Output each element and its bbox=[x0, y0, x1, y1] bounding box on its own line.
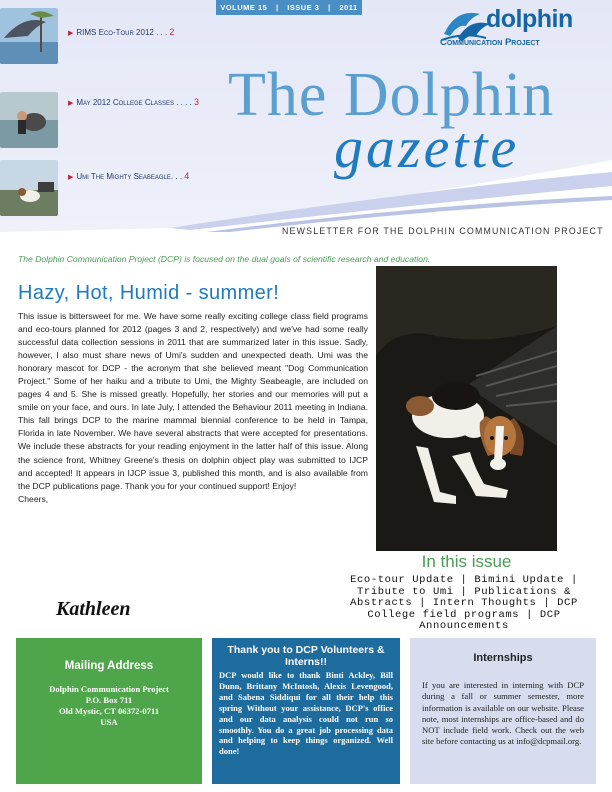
logo-wordmark: dolphin bbox=[486, 5, 573, 33]
toc-item-college-classes[interactable]: ▶ May 2012 College Classes . . . . 3 bbox=[68, 97, 200, 107]
masthead-gazette: gazette bbox=[334, 115, 520, 180]
volume-issue-bar: VOLUME 15 | ISSUE 3 | 2011 bbox=[216, 0, 362, 15]
thanks-title: Thank you to DCP Volunteers & Interns!! bbox=[227, 644, 385, 668]
seabeagle-thumbnail bbox=[0, 160, 58, 216]
year-label: 2011 bbox=[339, 3, 358, 12]
internships-box bbox=[410, 638, 596, 784]
toc-item-eco-tour[interactable]: ▶ RIMS Eco-Tour 2012 . . . 2 bbox=[68, 27, 175, 37]
signature: Kathleen bbox=[56, 598, 131, 620]
newsletter-subtitle: NEWSLETTER FOR THE DOLPHIN COMMUNICATION PROJECT bbox=[282, 226, 604, 236]
article-closing: Cheers, bbox=[18, 493, 49, 504]
mailing-line: Dolphin Communication Project bbox=[49, 684, 169, 694]
masthead-title: The Dolphin bbox=[228, 61, 555, 129]
internships-title: Internships bbox=[473, 652, 533, 664]
article-body: This issue is bittersweet for me. We have some really exciting college class field programs and eco-tours planned for 2012 (pages 3 and 2, respectively) and we've had some really successful data collection sessions in 2011 that are summarized later in this issue. Sadly, however, I also must share news of Umi's sudden and unexpected death. Umi was the honorary mascot for DCP - the acronym that she believed meant "Dog Communication Project." Some of her haiku and a tribute to Umi, the Mighty Seabeagle, are included on pages 4 and 5. She is missed greatly. Hopefully, her stories and our memories will put a smile on your face, and ours. In late July, I attended the Behaviour 2011 meeting in Indiana. This fall brings DCP to the marine mammal biennial conference to be held in Tampa, Florida in late November. We have several abstracts that were accepted for presentations. We include these abstracts for your reading enjoyment in the latter half of this issue. Along the science front, Whitney Greene's thesis on dolphin object play was submitted to IJCP and accepted! It appears in IJCP issue 3, published this month, and is also available from the DCP publications page. Thank you for your continued support! Enjoy! Cheers, bbox=[18, 311, 368, 504]
mailing-address-title: Mailing Address bbox=[64, 660, 154, 672]
volume-label: VOLUME 15 bbox=[220, 3, 268, 12]
college-class-thumbnail bbox=[0, 92, 58, 148]
arrow-right-icon: ▶ bbox=[68, 174, 74, 181]
mission-tagline: The Dolphin Communication Project (DCP) is focused on the dual goals of scientific research and education. bbox=[18, 254, 431, 264]
in-this-issue-list: Eco-tour Update | Bimini Update | Tribute to Umi | Publications & Abstracts | Intern Thoughts | DCP College field programs | DCP Announcements bbox=[350, 574, 578, 632]
thanks-body: DCP would like to thank Binti Ackley, Bill Dunn, Brittany McIntosh, Alexis Levengood, and Sabena Siddiqui for all their help this spring Without your assistance, DCP's office and our data analysis could not run so smoothly. You do a great job processing data and helping to keep things organized. Well done! bbox=[219, 670, 393, 757]
mailing-line: P.O. Box 711 bbox=[85, 695, 133, 705]
toc-item-seabeagle[interactable]: ▶ Umi The Mighty Seabeagle. . . 4 bbox=[68, 171, 190, 181]
mailing-line: Old Mystic, CT 06372-0711 bbox=[58, 706, 160, 716]
logo-subtitle: Communication Project bbox=[440, 37, 540, 48]
volunteers-thanks-box bbox=[212, 638, 400, 784]
article-title: Hazy, Hot, Humid - summer! bbox=[18, 282, 280, 304]
arrow-right-icon: ▶ bbox=[68, 30, 74, 37]
mailing-address-box bbox=[16, 638, 202, 784]
issue-label: ISSUE 3 bbox=[287, 3, 320, 12]
arrow-right-icon: ▶ bbox=[68, 100, 74, 107]
mailing-line: USA bbox=[100, 717, 118, 727]
beagle-photo bbox=[376, 266, 557, 551]
internships-body: If you are interested in interning with DCP during a fall or summer semester, more information is available on our website. Please note, most internships are office-based and do NOT include field work. Check out the web site before contacting us at info@dcpmail.org. bbox=[422, 680, 584, 747]
eco-tour-thumbnail bbox=[0, 8, 58, 64]
in-this-issue-title: In this issue bbox=[421, 552, 512, 571]
